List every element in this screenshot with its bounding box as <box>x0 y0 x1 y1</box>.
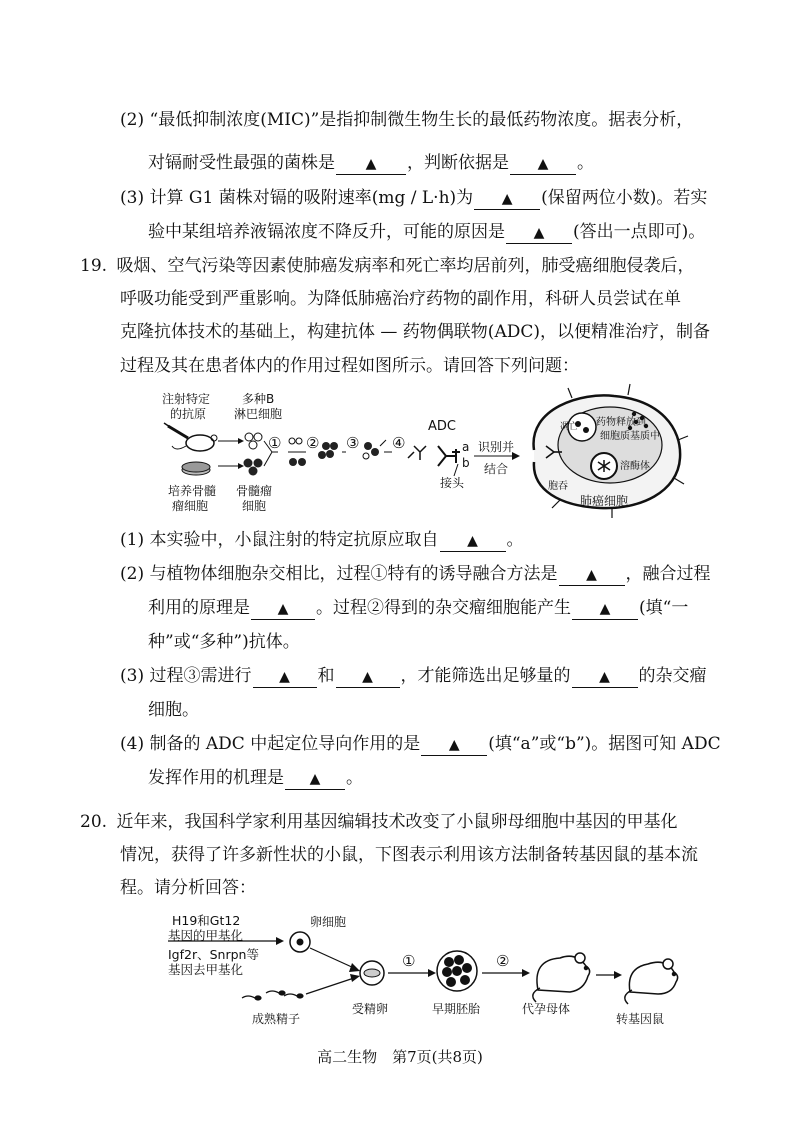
arrow-icon <box>614 971 622 979</box>
q19-p2-line1: (2) 与植物体细胞杂交相比，过程①特有的诱导融合方法是▲ ，融合过程 <box>120 562 711 586</box>
q20-stem-line3: 程。请分析回答： <box>120 878 256 898</box>
step-1-marker: ① <box>268 434 282 452</box>
q18-p3-line1: (3) 计算 G1 菌株对镉的吸附速率(mg / L·h)为▲ (保留两位小数)。若实 <box>120 186 707 210</box>
q19-stem-line3: 克隆抗体技术的基础上，构建抗体 — 药物偶联物(ADC)，以便精准治疗，制备 <box>120 322 710 342</box>
label-mature-sperm: 成熟精子 <box>252 1012 301 1026</box>
q19-p4-line1: (4) 制备的 ADC 中起定位导向作用的是▲ (填“a”或“b”)。据图可知 ADC <box>120 732 721 756</box>
q19-stem-line2: 呼吸功能受到严重影响。为降低肺癌治疗药物的副作用，科研人员尝试在单 <box>120 289 681 309</box>
arrow-icon <box>522 969 530 977</box>
q19-stem-line1: 19. 吸烟、空气污染等因素使肺癌发病率和死亡率均居前列，肺受癌细胞侵袭后， <box>80 256 695 276</box>
step-2-marker: ② <box>306 434 320 452</box>
q19-p3-line2: 细胞。 <box>148 700 199 720</box>
label-marrow-myeloma: 骨髓瘤 <box>236 484 273 498</box>
q20-stem-line2: 情况，获得了许多新性状的小鼠，下图表示利用该方法制备转基因鼠的基本流 <box>120 845 698 865</box>
label-lung-cancer-cell: 肺癌细胞 <box>580 494 629 508</box>
q18-p2-line1: (2) “最低抑制浓度(MIC)”是指抑制微生物生长的最低药物浓度。据表分析， <box>120 110 694 130</box>
label-adc: ADC <box>428 419 456 434</box>
label-egg-cell: 卵细胞 <box>310 915 347 929</box>
q19-num: 19. <box>80 256 108 276</box>
label-methylation-genes: H19和Gt12 <box>172 913 241 928</box>
label-bind: 结合 <box>484 462 509 476</box>
label-cytoplasm: 细胞质基质中 <box>600 431 660 442</box>
zygote-icon <box>360 961 384 985</box>
label-demethylation-genes: Igf2r、Snrpn等 <box>168 947 259 962</box>
step-3-marker: ③ <box>346 434 360 452</box>
label-lysosome: 溶酶体 <box>620 461 650 472</box>
step-1-marker: ① <box>402 952 416 970</box>
q19-p3-line1: (3) 过程③需进行▲ 和▲ ，才能筛选出足够量的▲ 的杂交瘤 <box>120 664 707 688</box>
label-methylation: 基因的甲基化 <box>168 928 244 943</box>
label-b: b <box>462 456 470 470</box>
egg-cell-icon <box>290 932 310 952</box>
arrow-icon <box>428 969 436 977</box>
label-antigen: 的抗原 <box>170 407 207 421</box>
label-drug-release: 药物释放到 <box>596 417 646 428</box>
q18-p2-num: (2) <box>120 110 145 130</box>
arrow-icon <box>276 937 284 945</box>
label-lymphocytes: 淋巴细胞 <box>234 407 283 421</box>
label-endocytosis: 胞吞 <box>548 481 568 492</box>
q18-p2-line2: 对镉耐受性最强的菌株是▲ ，判断依据是▲ 。 <box>148 151 594 175</box>
label-apoptosis: 凋亡 <box>560 422 579 432</box>
label-surrogate-mother: 代孕母体 <box>522 1002 571 1016</box>
label-zygote: 受精卵 <box>352 1002 389 1016</box>
sperm-icon <box>242 991 303 1000</box>
step-4-marker: ④ <box>392 434 406 452</box>
q19-p2-line3: 种”或“多种”)抗体。 <box>148 632 300 652</box>
q20-stem-line1: 20. 近年来，我国科学家利用基因编辑技术改变了小鼠卵母细胞中基因的甲基化 <box>80 812 678 832</box>
label-inject-antigen: 注射特定 <box>162 392 211 406</box>
label-demethylation: 基因去甲基化 <box>168 962 244 977</box>
early-embryo-icon <box>437 951 477 991</box>
label-b-cells: 多种B <box>242 392 275 406</box>
q19-p4-line2: 发挥作用的机理是▲ 。 <box>148 766 363 790</box>
label-early-embryo: 早期胚胎 <box>432 1002 481 1016</box>
label-a: a <box>462 440 470 454</box>
q19-p1: (1) 本实验中，小鼠注射的特定抗原应取自▲ 。 <box>120 528 524 552</box>
label-cell: 细胞 <box>242 499 267 513</box>
label-recognize: 识别并 <box>478 440 515 454</box>
page-footer: 高二生物 第7页(共8页) <box>317 1048 483 1066</box>
q19-stem-line4: 过程及其在患者体内的作用过程如图所示。请回答下列问题： <box>120 356 579 376</box>
q19-p2-line2: 利用的原理是▲ 。过程②得到的杂交瘤细胞能产生▲ (填“一 <box>148 596 688 620</box>
surrogate-mouse-icon <box>533 953 590 1002</box>
q20-num: 20. <box>80 812 108 832</box>
label-linker: 接头 <box>440 476 465 490</box>
label-transgenic-mouse: 转基因鼠 <box>616 1012 665 1026</box>
transgenic-mouse-icon <box>625 959 678 1004</box>
step-2-marker: ② <box>496 952 510 970</box>
label-culture-myeloma: 培养骨髓 <box>168 484 217 498</box>
label-myeloma: 瘤细胞 <box>172 499 209 513</box>
q18-p3-line2: 验中某组培养液镉浓度不降反升，可能的原因是▲ (答出一点即可)。 <box>148 220 705 244</box>
